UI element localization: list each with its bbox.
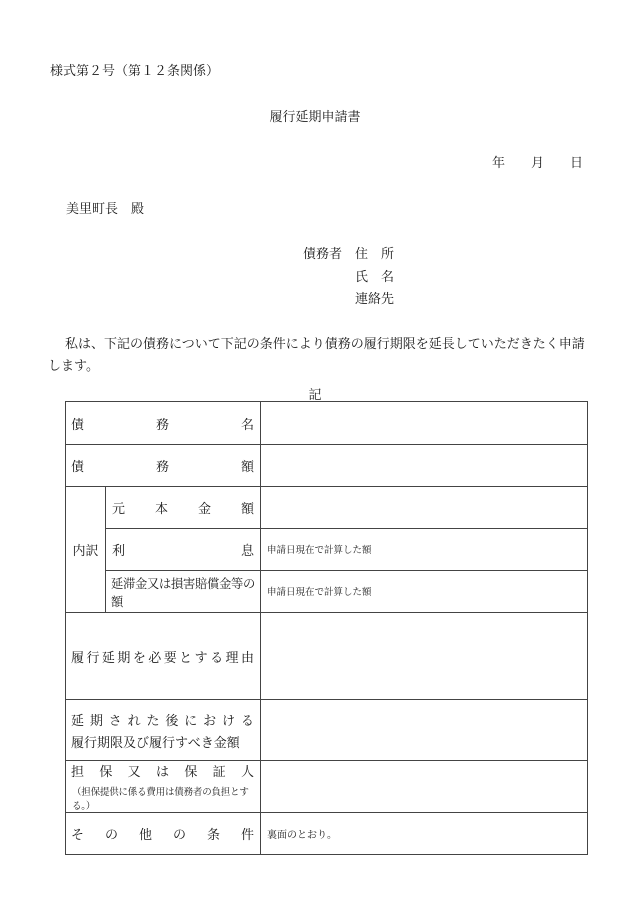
- extended-line1-char: 延: [71, 713, 85, 729]
- other-note: 裏面のとおり。: [267, 829, 338, 841]
- collateral-label-char: は: [155, 765, 169, 780]
- row-other: [66, 813, 588, 855]
- row-debt-name: [66, 402, 588, 445]
- collateral-label-char: 人: [240, 765, 254, 780]
- collateral-label-char: 保: [99, 765, 113, 780]
- extended-line1-char: れ: [127, 713, 141, 729]
- reason-label-char: 履: [71, 650, 85, 666]
- collateral-note: （担保提供に係る費用は債務者の負担とする。）: [72, 787, 249, 812]
- extended-line1-char: た: [146, 713, 160, 729]
- row-interest: [66, 529, 588, 571]
- date-day: 日: [569, 156, 583, 171]
- applicant-name-label: 氏 名: [355, 269, 395, 285]
- reason-label-char: 理: [225, 650, 239, 666]
- penalty-label: 延滞金又は損害賠償金等の額: [106, 571, 261, 613]
- breakdown-label: 内訳: [66, 487, 106, 613]
- reason-label-char: す: [194, 650, 208, 666]
- other-label-char: の: [173, 828, 187, 843]
- other-label-char: の: [105, 828, 119, 843]
- addressee: 美里町長 殿: [66, 202, 145, 217]
- reason-label-char: 必: [148, 650, 162, 666]
- collateral-label: [66, 761, 261, 813]
- row-penalty: [66, 571, 588, 613]
- date-month: 月: [530, 156, 544, 171]
- other-label-char: 他: [139, 828, 153, 843]
- debt-amount-field[interactable]: [261, 445, 588, 487]
- reason-label-char: 延: [101, 650, 115, 666]
- other-label: [66, 813, 261, 855]
- collateral-label-char: 証: [212, 765, 226, 780]
- applicant-contact-label: 連絡先: [355, 292, 395, 307]
- collateral-field[interactable]: [261, 761, 588, 813]
- application-table: [65, 401, 588, 855]
- other-label-char: 条: [207, 828, 221, 843]
- interest-label: 利 息: [106, 529, 261, 571]
- form-number: 様式第２号（第１２条関係）: [50, 64, 220, 79]
- other-field[interactable]: [261, 813, 588, 855]
- reason-label-char: を: [132, 650, 146, 666]
- principal-label: 元 本 金 額: [106, 487, 261, 529]
- applicant-address-label: 住 所: [355, 247, 395, 262]
- penalty-field[interactable]: [261, 571, 588, 613]
- reason-label-char: と: [179, 650, 193, 666]
- reason-field[interactable]: [261, 613, 588, 700]
- extended-line1-char: け: [222, 713, 236, 729]
- debt-name-field[interactable]: [261, 402, 588, 445]
- reason-label-char: 期: [117, 650, 131, 666]
- row-reason: [66, 613, 588, 700]
- principal-field[interactable]: [261, 487, 588, 529]
- date-year: 年: [491, 156, 505, 171]
- reason-label-char: 要: [163, 650, 177, 666]
- extended-field[interactable]: [261, 700, 588, 761]
- row-principal: [66, 487, 588, 529]
- interest-field[interactable]: [261, 529, 588, 571]
- request-statement: 私は、下記の債務について下記の条件により債務の履行期限を延長していただきたく申請します。: [48, 337, 585, 374]
- collateral-label-char: 担: [71, 765, 85, 780]
- extended-line1-char: 後: [165, 713, 179, 729]
- applicant-role: 債務者: [303, 247, 343, 262]
- reason-label-char: る: [210, 650, 224, 666]
- row-debt-amount: [66, 445, 588, 487]
- collateral-label-char: 保: [184, 765, 198, 780]
- extended-line1-char: さ: [108, 713, 122, 729]
- debt-name-label: 債 務 名: [66, 402, 261, 445]
- reason-label: [66, 613, 261, 700]
- interest-note: 申請日現在で計算した額: [267, 545, 372, 556]
- penalty-note: 申請日現在で計算した額: [267, 587, 372, 598]
- ki-heading: 記: [308, 388, 322, 403]
- document-title: 履行延期申請書: [269, 110, 361, 125]
- extended-line2: 履行期限及び履行すべき金額: [71, 735, 240, 751]
- collateral-label-char: 又: [127, 765, 141, 780]
- date-line: [492, 152, 583, 171]
- applicant-block: [303, 244, 394, 312]
- reason-label-char: 行: [86, 650, 100, 666]
- other-label-char: 件: [241, 828, 255, 843]
- extended-line1-char: に: [184, 713, 198, 729]
- row-extended: [66, 700, 588, 761]
- debt-amount-label: 債 務 額: [66, 445, 261, 487]
- extended-label: [66, 700, 261, 761]
- reason-label-char: 由: [240, 650, 254, 666]
- extended-line1-char: 期: [89, 713, 103, 729]
- extended-line1-char: お: [203, 713, 217, 729]
- other-label-char: そ: [71, 828, 85, 843]
- extended-line1-char: る: [240, 713, 254, 729]
- row-collateral: [66, 761, 588, 813]
